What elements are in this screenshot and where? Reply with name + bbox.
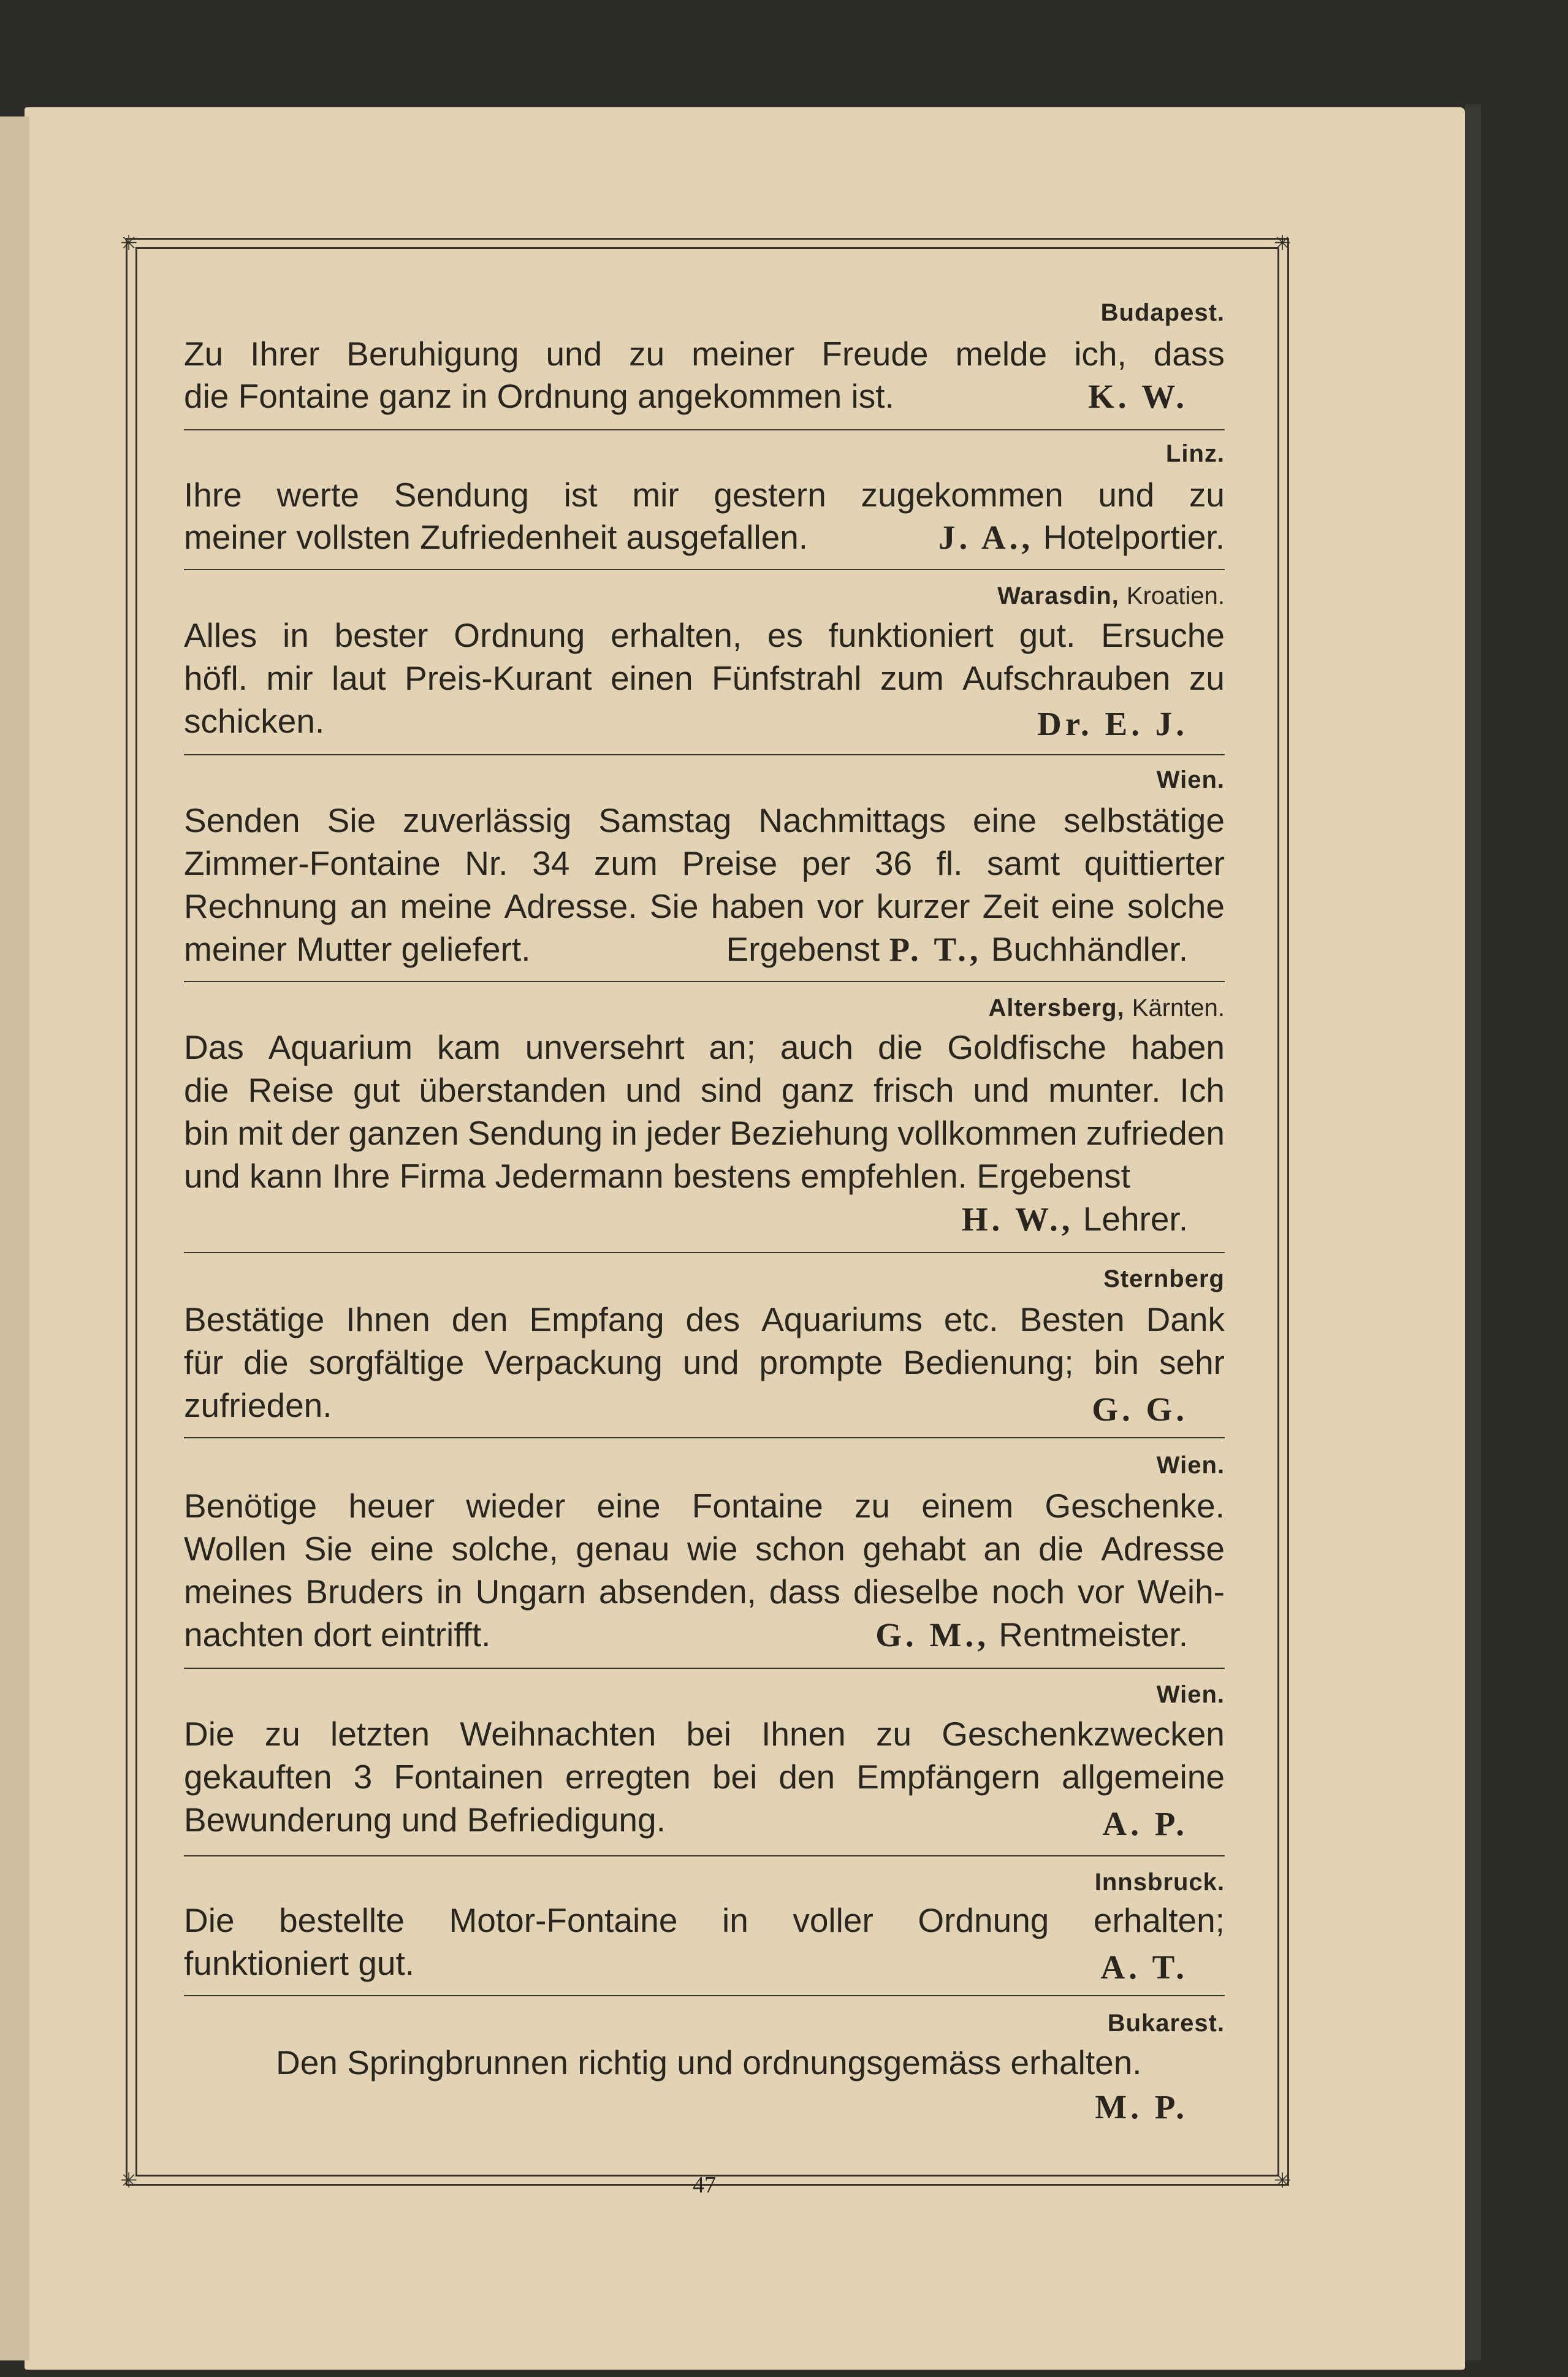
entry-text-line: Senden Sie zuverlässig Samstag Nachmittags eine selbstätige (184, 801, 1225, 839)
entry-divider (184, 1437, 1225, 1438)
left-page-edge (0, 116, 29, 2360)
entry-text-line: Das Aquarium kam unversehrt an; auch die Goldfische haben (184, 1028, 1225, 1066)
entry-divider (184, 1252, 1225, 1253)
corner-ornament-icon: ✳ (120, 231, 138, 256)
entry-signature: Dr. E. J. (1037, 705, 1188, 742)
entry-city: Wien. (1156, 1452, 1225, 1479)
entry-text-line: Ihre werte Sendung ist mir gestern zugekommen und zu (184, 476, 1225, 514)
entry-text-line: meiner vollsten Zufriedenheit ausgefallen. (184, 518, 809, 556)
entry-city: Budapest. (1100, 299, 1225, 326)
entry-text-line: Den Springbrunnen richtig und ordnungsgemäss erhalten. (276, 2043, 1142, 2081)
entry-text-line: Rechnung an meine Adresse. Sie haben vor kurzer Zeit eine solche (184, 887, 1225, 925)
entry-text-line: Wollen Sie eine solche, genau wie schon gehabt an die Adresse (184, 1530, 1225, 1568)
entry-text-line: die Fontaine ganz in Ordnung angekommen ist. (184, 377, 894, 415)
entry-signature: A. P. (1102, 1805, 1188, 1842)
entry-city: Wien. (1156, 766, 1225, 793)
entry-city: Innsbruck. (1094, 1869, 1225, 1896)
entry-text-line: bin mit der ganzen Sendung in jeder Beziehung vollkommen zufrieden (184, 1114, 1225, 1152)
entry-city: Linz. (1165, 440, 1225, 467)
entry-signature: J. A., Hotelportier. (938, 518, 1225, 556)
entry-text-line: Zimmer-Fontaine Nr. 34 zum Preise per 36 fl. samt quittierter (184, 844, 1225, 882)
entry-signature: A. T. (1100, 1948, 1188, 1986)
entry-divider (184, 1668, 1225, 1669)
entry-text-line: Bewunderung und Befriedigung. (184, 1801, 666, 1839)
entry-text-line: höfl. mir laut Preis-Kurant einen Fünfstrahl zum Aufschrauben zu (184, 659, 1225, 697)
entry-text-line: nachten dort eintrifft. (184, 1616, 491, 1654)
entry-text-line: Benötige heuer wieder eine Fontaine zu einem Geschenke. (184, 1487, 1225, 1525)
entry-divider (184, 1995, 1225, 1996)
entry-text-line: meiner Mutter geliefert. (184, 930, 531, 968)
entry-signature: H. W., Lehrer. (961, 1200, 1188, 1238)
entry-text-line: Alles in bester Ordnung erhalten, es funktioniert gut. Ersuche (184, 616, 1225, 654)
corner-ornament-icon: ✳ (1274, 2169, 1292, 2193)
entry-text-line: Die zu letzten Weihnachten bei Ihnen zu Geschenkzwecken (184, 1715, 1225, 1753)
corner-ornament-icon: ✳ (1274, 231, 1292, 256)
entry-text-line: zufrieden. (184, 1386, 332, 1424)
entry-text-line: Bestätige Ihnen den Empfang des Aquariums etc. Besten Dank (184, 1300, 1225, 1338)
entry-city: Sternberg (1103, 1265, 1225, 1292)
entry-city: Bukarest. (1107, 2010, 1225, 2037)
entry-signature: G. G. (1092, 1391, 1188, 1428)
entry-signature: Ergebenst P. T., Buchhändler. (726, 930, 1188, 968)
entry-text-line: für die sorgfältige Verpackung und prompte Bedienung; bin sehr (184, 1343, 1225, 1381)
entry-signature: K. W. (1088, 378, 1188, 415)
entry-city: Wien. (1156, 1681, 1225, 1708)
entry-text-line: Zu Ihrer Beruhigung und zu meiner Freude melde ich, dass (184, 335, 1225, 373)
right-page-edge (1465, 104, 1481, 2360)
entry-city: Warasdin, Kroatien. (997, 582, 1225, 609)
entry-divider (184, 1855, 1225, 1856)
entry-text-line: schicken. (184, 702, 325, 740)
entry-city: Altersberg, Kärnten. (988, 994, 1225, 1021)
entry-divider (184, 569, 1225, 570)
entry-signature: M. P. (1095, 2088, 1188, 2126)
entry-text-line: und kann Ihre Firma Jedermann bestens empfehlen. Ergebenst (184, 1157, 1130, 1195)
corner-ornament-icon: ✳ (120, 2169, 138, 2193)
entry-text-line: gekauften 3 Fontainen erregten bei den Empfängern allgemeine (184, 1758, 1225, 1796)
entry-text-line: meines Bruders in Ungarn absenden, dass dieselbe noch vor Weih- (184, 1573, 1225, 1611)
entry-divider (184, 429, 1225, 430)
entry-divider (184, 754, 1225, 755)
entry-text-line: die Reise gut überstanden und sind ganz frisch und munter. Ich (184, 1071, 1225, 1109)
entry-text-line: Die bestellte Motor-Fontaine in voller Ordnung erhalten; (184, 1901, 1225, 1939)
entry-text-line: funktioniert gut. (184, 1944, 415, 1982)
entry-signature: G. M., Rentmeister. (875, 1616, 1188, 1654)
page-number: 47 (693, 2172, 716, 2198)
entry-divider (184, 981, 1225, 982)
